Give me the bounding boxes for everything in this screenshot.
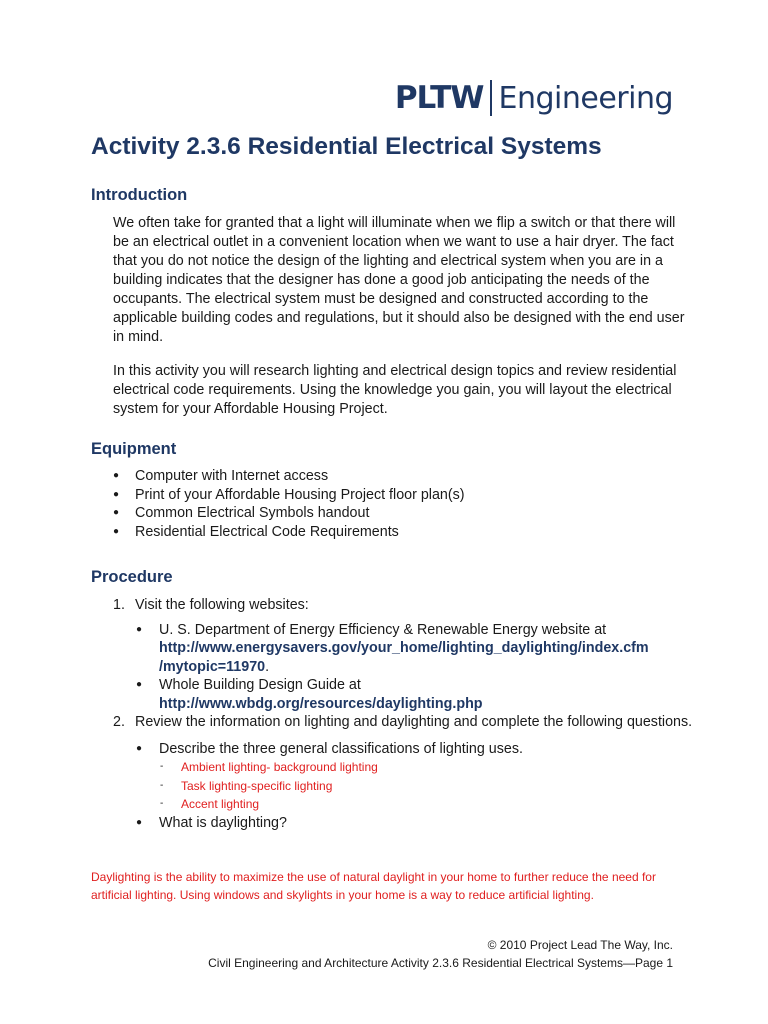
website-item-wbdg: [136, 676, 693, 713]
step-number: 2.: [113, 714, 125, 730]
question-text: What is daylighting?: [159, 814, 287, 831]
daylighting-answer: Daylighting is the ability to maximize the use of natural daylight in your home to further reduce the need for artificial lighting. Using windows and skylights in your home is a way to reduce artificial lighting.: [91, 870, 656, 902]
equipment-item: ● Print of your Affordable Housing Project floor plan(s): [113, 486, 465, 505]
procedure-step-1: [113, 596, 693, 615]
equipment-list: [113, 467, 465, 541]
link-period: .: [265, 658, 270, 675]
website-list: [113, 621, 693, 714]
logo-division: Engineering: [498, 80, 673, 116]
step-text: Review the information on lighting and daylighting and complete the following questions.: [135, 714, 693, 730]
footer-copyright: © 2010 Project Lead The Way, Inc.: [487, 938, 673, 952]
procedure-steps: [113, 596, 693, 832]
question-item: [136, 740, 693, 814]
equipment-item: ● Residential Electrical Code Requirements: [113, 523, 465, 542]
pltw-engineering-logo: [395, 76, 673, 120]
question-list: [113, 740, 693, 833]
lighting-classification-answers: [159, 758, 693, 814]
introduction-heading: Introduction: [91, 186, 188, 204]
procedure-step-2: [113, 713, 693, 732]
equipment-item: ● Computer with Internet access: [113, 467, 465, 486]
website-item-energy: [136, 621, 693, 677]
website-description: U. S. Department of Energy Efficiency & Renewable Energy website at: [159, 621, 607, 638]
answer-item: - Ambient lighting- background lighting: [159, 758, 693, 777]
wbdg-link[interactable]: http://www.wbdg.org/resources/daylighting.php: [159, 695, 483, 712]
page-title: Activity 2.3.6 Residential Electrical Systems: [91, 133, 602, 160]
step-text: Visit the following websites:: [135, 597, 309, 613]
equipment-heading: Equipment: [91, 440, 177, 458]
footer-course-info: Civil Engineering and Architecture Activity 2.3.6 Residential Electrical Systems—Page 1: [208, 955, 673, 970]
answer-item: - Accent lighting: [159, 795, 693, 814]
website-description: Whole Building Design Guide at: [159, 677, 361, 693]
question-text: Describe the three general classifications of lighting uses.: [159, 740, 523, 757]
energysavers-link-continued[interactable]: /mytopic=11970: [159, 658, 266, 675]
step-number: 1.: [113, 597, 125, 613]
equipment-item: ● Common Electrical Symbols handout: [113, 504, 465, 523]
question-item: [136, 814, 693, 833]
introduction-paragraph-2: In this activity you will research lighting and electrical design topics and review residential electrical code requirements. Using the knowledge you gain, you will layout the electrical system for your Affordable Housing Project.: [113, 363, 677, 417]
procedure-heading: Procedure: [91, 568, 173, 586]
introduction-paragraph-1: We often take for granted that a light will illuminate when we flip a switch or that there will be an electrical outlet in a convenient location when we want to use a hair dryer. The fact that you do not notice the design of the lighting and electrical system when you are in a building indicates that the designer has done a good job anticipating the needs of the occupants. The electrical system must be designed and constructed according to the applicable building codes and regulations, but it should also be designed with the end user in mind.: [113, 215, 685, 345]
logo-divider: [490, 80, 492, 116]
page-footer: [208, 937, 673, 972]
logo-brand: PLTW: [394, 80, 484, 116]
energysavers-link[interactable]: http://www.energysavers.gov/your_home/lighting_daylighting/index.cfm: [159, 640, 649, 656]
answer-item: - Task lighting-specific lighting: [159, 777, 693, 796]
